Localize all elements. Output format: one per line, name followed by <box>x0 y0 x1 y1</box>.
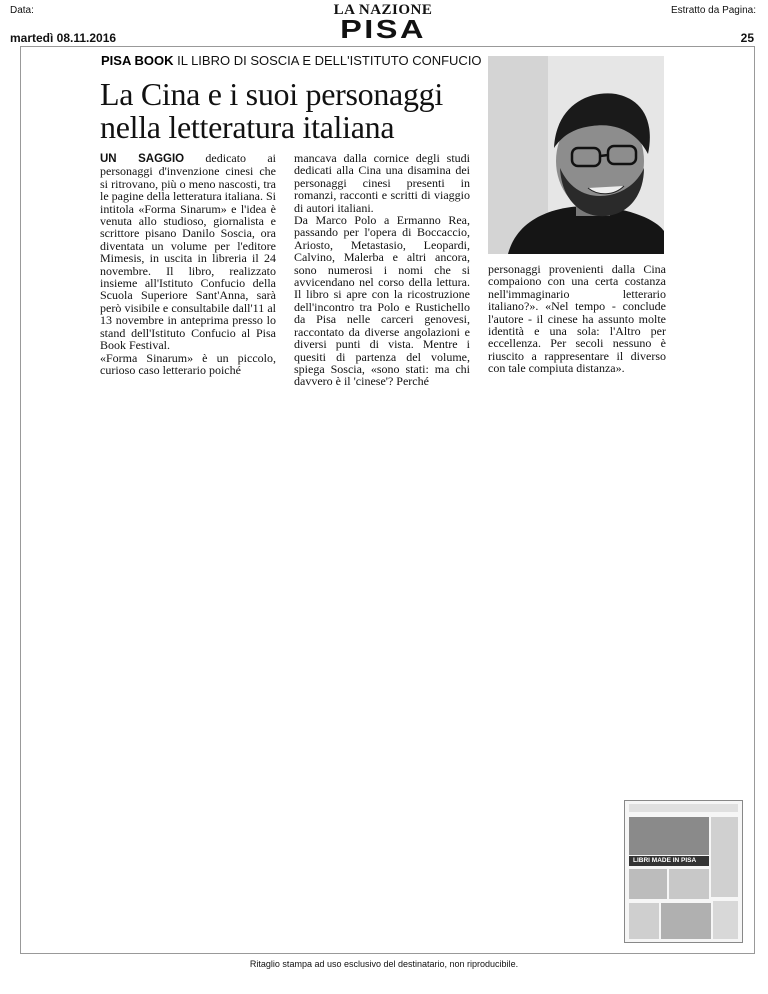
kicker-text: IL LIBRO DI SOSCIA E DELL'ISTITUTO CONFUCIO <box>177 53 482 68</box>
masthead-city: PISA <box>340 14 426 44</box>
article-column-1 <box>100 152 276 376</box>
date-label: Data: <box>10 5 34 16</box>
author-portrait-image <box>488 56 664 254</box>
article-column-2 <box>294 152 470 388</box>
page-label: Estratto da Pagina: <box>670 5 756 16</box>
page-number: 25 <box>740 31 754 45</box>
page-thumbnail <box>624 800 743 943</box>
kicker-brand: PISA BOOK <box>101 53 174 68</box>
headline-line-2: nella letteratura italiana <box>100 109 395 145</box>
headline <box>100 78 500 144</box>
column-1-text-2: «Forma Sinarum» è un piccolo, curioso caso letterario poiché <box>100 350 276 377</box>
thumbnail-headline: LIBRI MADE IN PISA <box>633 857 697 864</box>
publication-date: martedì 08.11.2016 <box>10 31 117 45</box>
footer-note: Ritaglio stampa ad uso esclusivo del destinatario, non riproducibile. <box>249 959 519 969</box>
page-thumbnail-image <box>625 801 742 942</box>
column-2-text-2: Da Marco Polo a Ermanno Rea, passando per l'opera di Boccaccio, Ariosto, Metastasio, Leopardi, Calvino, Malerba e altri ancora, sono numerosi i nomi che si avvicendano nel corso della lettura. Il libro si apre con la ricostruzione dell'incontro tra Polo e Rustichello da Pisa nelle carceri genovesi, raccontato da diverse angolazioni e diversi punti di vista. Mentre i quesiti di partenza del volume, spiega Soscia, «sono stati: ma chi davvero è il 'cinese'? Perché <box>294 213 470 389</box>
kicker <box>101 53 482 68</box>
column-3-text: personaggi provenienti dalla Cina compaiono con una certa costanza nell'immaginario letterario italiano?». «Nel tempo - conclude l'autore - il cinese ha assunto molte identità e una sola: l'Altro per eccellenza. Per secoli nessuno è riuscito a rappresentare il diverso con tale compiuta distanza». <box>488 262 666 376</box>
headline-line-1: La Cina e i suoi personaggi <box>100 76 443 112</box>
article-column-3 <box>488 263 666 375</box>
column-1-text: dedicato ai personaggi d'invenzione cinesi che si ritrovano, più o meno nascosti, tra le pagine della letteratura italiana. Si intitola «Forma Sinarum» e l'idea è venuta allo studioso, giornalista e scrittore pisano Danilo Soscia, ora diventata un volume per l'editore Mimesis, in uscita in libreria il 24 novembre. Il libro, realizzato insieme all'Istituto Confucio della Scuola Superiore Sant'Anna, sarà però visibile e consultabile dall'11 al 13 novembre in anteprima presso lo stand dell'Istituto Confucio al Pisa Book Festival. <box>100 151 277 353</box>
masthead <box>320 2 446 44</box>
author-photo <box>488 56 664 254</box>
column-2-text: mancava dalla cornice degli studi dedicati alla Cina una disamina dei personaggi cinesi presenti in romanzi, racconti e scritti di viaggio di autori italiani. <box>294 151 470 215</box>
masthead-newspaper: LA NAZIONE <box>333 2 433 18</box>
lead-word: UN SAGGIO <box>100 153 185 165</box>
